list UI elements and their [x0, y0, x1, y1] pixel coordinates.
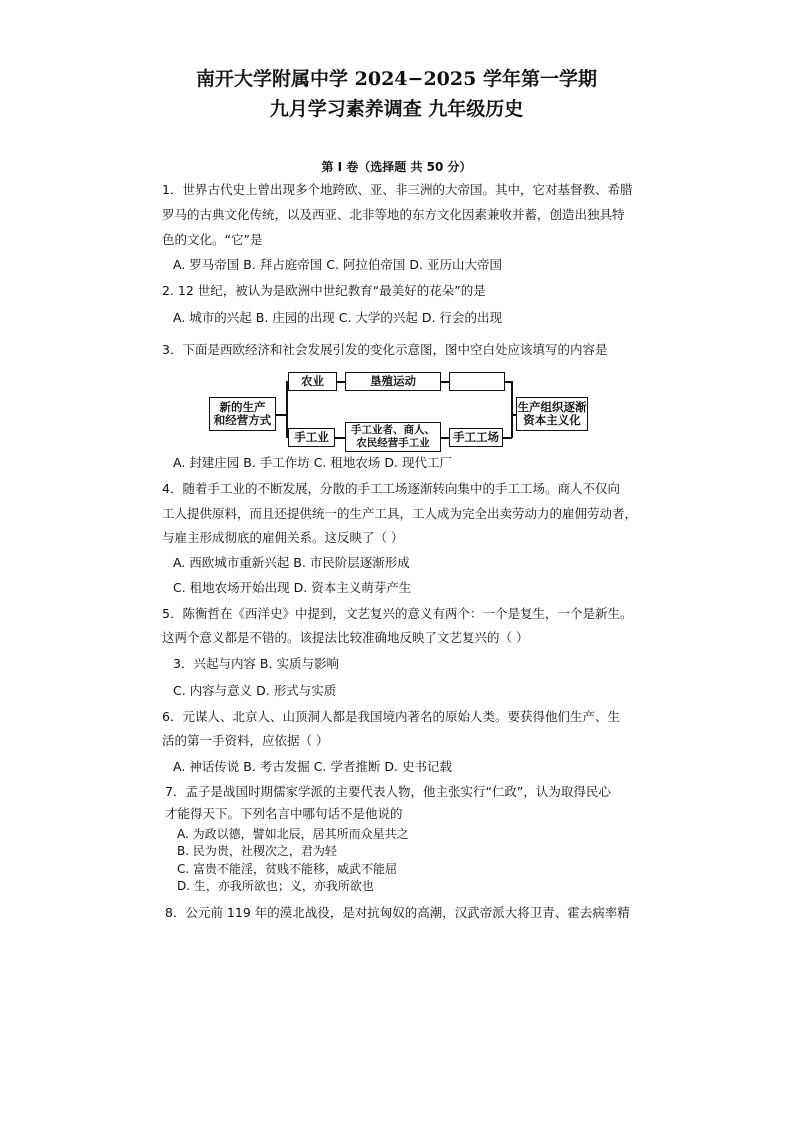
q3-stem: 3．下面是西欧经济和社会发展引发的变化示意图，图中空白处应该填写的内容是: [162, 342, 608, 357]
connector-right-vertical: [511, 381, 513, 438]
box-capitalism: 生产组织逐渐 资本主义化: [516, 397, 588, 431]
q1-options: A. 罗马帝国 B. 拜占庭帝国 C. 阿拉伯帝国 D. 亚历山大帝国: [173, 257, 502, 272]
q1-line2: 罗马的古典文化传统，以及西亚、北非等地的东方文化因素兼收并蓄，创造出独具特: [162, 207, 625, 222]
q6-line1: 6．元谋人、北京人、山顶洞人都是我国境内著名的原始人类。要获得他们生产、生: [162, 709, 620, 724]
q7-option-c: C. 富贵不能淫，贫贱不能移，威武不能屈: [177, 862, 398, 876]
connector-workshop: [503, 437, 512, 439]
q5-line1: 5．陈衡哲在《西洋史》中提到，文艺复兴的意义有两个：一个是复生，一个是新生。: [162, 606, 633, 621]
q7-option-a: A. 为政以德，譬如北辰，居其所而众星共之: [177, 827, 409, 841]
box-agriculture: 农业: [288, 372, 337, 391]
q7-option-d: D. 生，亦我所欲也；义，亦我所欲也: [177, 879, 374, 893]
box-reclamation: 垦殖运动: [345, 372, 441, 391]
box-new-production: 新的生产 和经营方式: [209, 397, 276, 431]
q7-line2: 才能得天下。下列名言中哪句话不是他说的: [165, 806, 403, 821]
q5-options-1: 3．兴起与内容 B. 实质与影响: [173, 656, 339, 671]
q4-options-1: A. 西欧城市重新兴起 B. 市民阶层逐渐形成: [173, 555, 410, 570]
q5-options-2: C. 内容与意义 D. 形式与实质: [173, 683, 337, 698]
connector-agri: [337, 381, 345, 383]
box-blank: [449, 372, 505, 391]
q6-line2: 活的第一手资料，应依据（ ）: [162, 733, 329, 748]
q4-line1: 4．随着手工业的不断发展，分散的手工工场逐渐转向集中的手工工场。商人不仅向: [162, 481, 620, 496]
q3-options: A. 封建庄园 B. 手工作坊 C. 租地农场 D. 现代工厂: [173, 455, 452, 470]
q8-stem: 8．公元前 119 年的漠北战役，是对抗匈奴的高潮，汉武帝派大将卫青、霍去病率精: [165, 905, 630, 920]
q5-line2: 这两个意义都是不错的。该提法比较准确地反映了文艺复兴的（ ）: [162, 630, 529, 645]
q7-option-b: B. 民为贵，社稷次之，君为轻: [177, 844, 337, 858]
section-heading: 第 I 卷（选择题 共 50 分）: [321, 160, 472, 174]
q4-line3: 与雇主形成彻底的雇佣关系。这反映了（ ）: [162, 530, 404, 545]
q7-line1: 7．孟子是战国时期儒家学派的主要代表人物，他主张实行“仁政”，认为取得民心: [165, 784, 611, 799]
connector-handicraft: [335, 437, 345, 439]
connector-reclaim: [441, 381, 449, 383]
q1-line1: 1．世界古代史上曾出现多个地跨欧、亚、非三洲的大帝国。其中，它对基督教、希腊: [162, 182, 633, 197]
box-artisans-merchants: 手工业者、商人、 农民经营手工业: [345, 422, 441, 452]
q2-stem: 2. 12 世纪，被认为是欧洲中世纪教育“最美好的花朵”的是: [162, 283, 486, 298]
q4-line2: 工人提供原料，而且还提供统一的生产工具，工人成为完全出卖劳动力的雇佣劳动者，: [162, 506, 638, 521]
exam-title-line1: 南开大学附属中学 2024−2025 学年第一学期: [196, 68, 597, 90]
q6-options: A. 神话传说 B. 考古发掘 C. 学者推断 D. 史书记载: [173, 759, 452, 774]
box-workshop: 手工工场: [449, 428, 503, 447]
box-handicraft: 手工业: [288, 428, 335, 447]
q2-options: A. 城市的兴起 B. 庄园的出现 C. 大学的兴起 D. 行会的出现: [173, 310, 502, 325]
connector-middle: [441, 437, 449, 439]
exam-title-line2: 九月学习素养调查 九年级历史: [269, 98, 524, 120]
q4-options-2: C. 租地农场开始出现 D. 资本主义萌芽产生: [173, 580, 412, 595]
q1-line3: 色的文化。“它”是: [162, 232, 263, 247]
